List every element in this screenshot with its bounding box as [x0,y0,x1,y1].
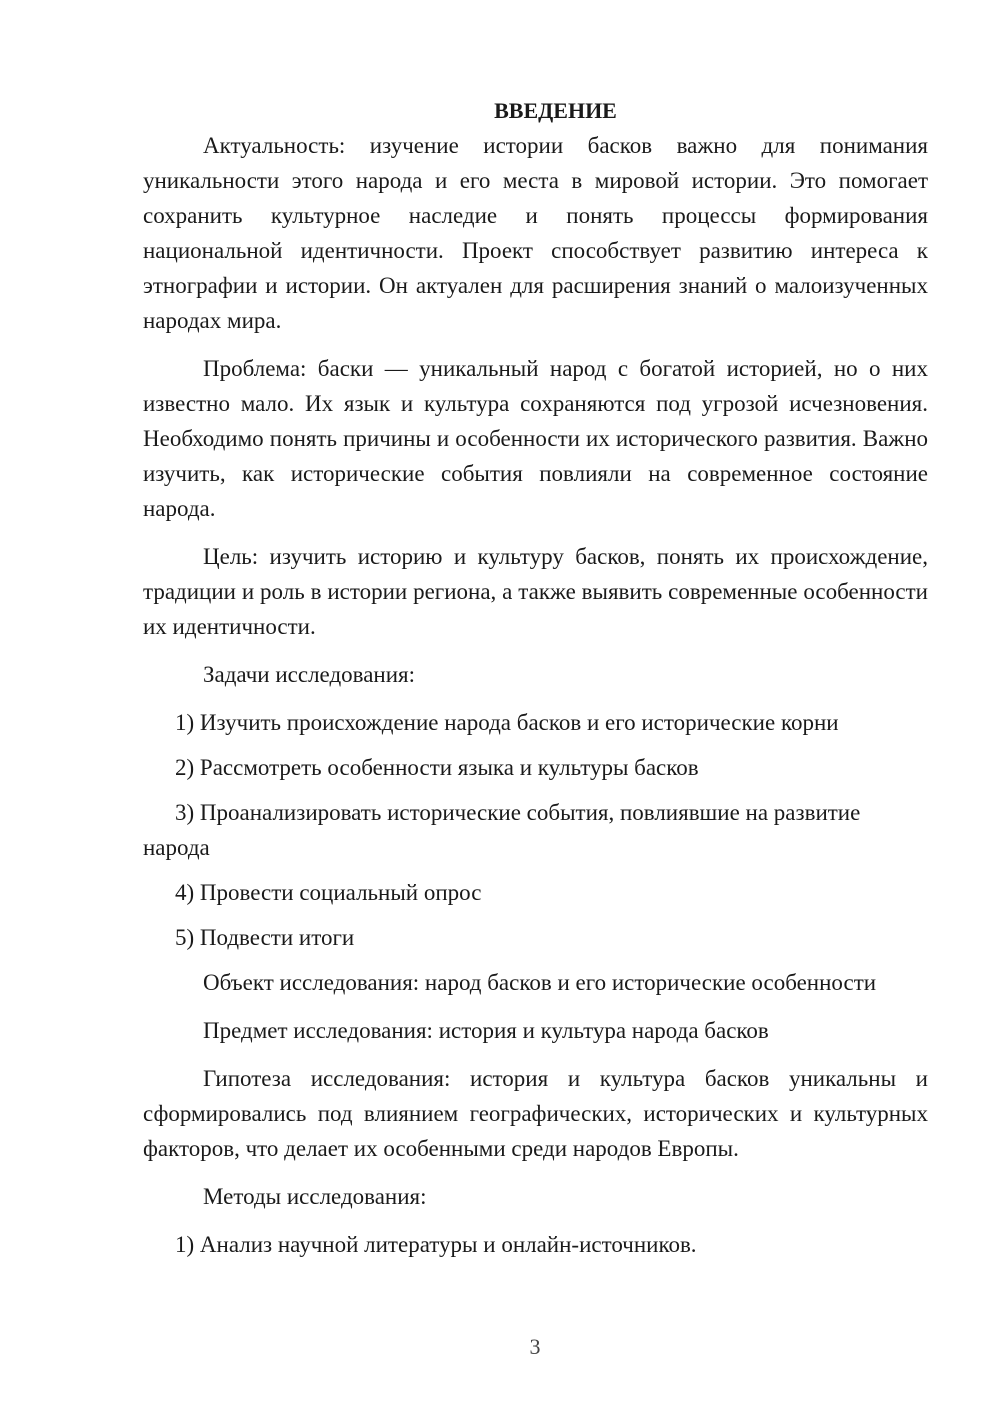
relevance-paragraph: Актуальность: изучение истории басков важно для понимания уникальности этого народа и его места в мировой истории. Это помогает сохранить культурное наследие и понять процессы формирования национальной идентичности. Проект способствует развитию интереса к этнографии и истории. Он актуален для расширения знаний о малоизученных народах мира. [143,133,928,333]
task-item: 1) Изучить происхождение народа басков и его исторические корни [175,710,839,735]
tasks-title: Задачи исследования: [203,662,416,687]
subject-paragraph: Предмет исследования: история и культура народа басков [203,1018,769,1043]
task-item: 4) Провести социальный опрос [175,880,482,905]
section-heading: ВВЕДЕНИЕ [494,98,617,123]
task-item: 5) Подвести итоги [175,925,355,950]
task-item: 3) Проанализировать исторические события, повлиявшие на развитие народа [143,800,861,860]
problem-paragraph: Проблема: баски — уникальный народ с богатой историей, но о них известно мало. Их язык и культура сохраняются под угрозой исчезновения. Необходимо понять причины и особенности их исторического развития. Важно изучить, как исторические события повлияли на современное состояние народа. [143,356,928,521]
goal-paragraph: Цель: изучить историю и культуру басков, понять их происхождение, традиции и роль в истории региона, а также выявить современные особенности их идентичности. [143,544,928,639]
method-item: 1) Анализ научной литературы и онлайн-источников. [175,1232,697,1257]
hypothesis-paragraph: Гипотеза исследования: история и культура басков уникальны и сформировались под влиянием географических, исторических и культурных факторов, что делает их особенными среди народов Европы. [143,1066,928,1161]
page-number: 3 [529,1334,541,1359]
methods-title: Методы исследования: [203,1184,427,1209]
task-item: 2) Рассмотреть особенности языка и культуры басков [175,755,699,780]
object-paragraph: Объект исследования: народ басков и его исторические особенности [203,970,877,995]
page-content [143,93,928,1272]
